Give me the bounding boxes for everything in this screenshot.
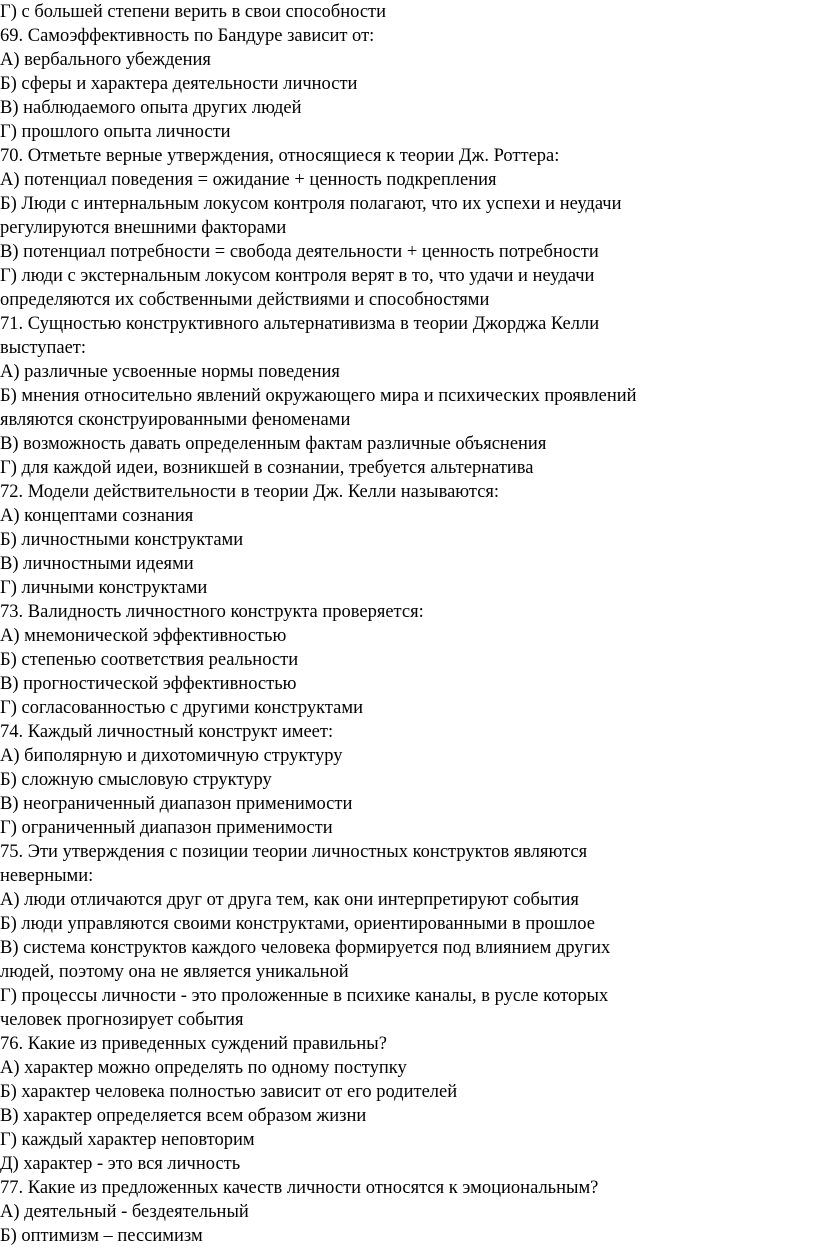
text-line: В) система конструктов каждого человека формируется под влиянием других [0,938,611,958]
text-line: Г) личными конструктами [0,578,208,598]
text-line: Г) с большей степени верить в свои способности [0,2,387,22]
text-line: А) характер можно определять по одному поступку [0,1058,407,1078]
text-line: А) концептами сознания [0,506,194,526]
text-line: являются сконструированными феноменами [0,410,351,430]
text-line: А) мнемонической эффективностью [0,626,287,646]
text-line: В) наблюдаемого опыта других людей [0,98,302,118]
text-line: А) вербального убеждения [0,50,211,70]
text-line: Г) процессы личности - это проложенные в психике каналы, в русле которых [0,986,609,1006]
text-line: 71. Сущностью конструктивного альтернативизма в теории Джорджа Келли [0,314,600,334]
text-line: В) потенциал потребности = свобода деятельности + ценность потребности [0,242,599,262]
text-line: В) неограниченный диапазон применимости [0,794,353,814]
text-line: Б) степенью соответствия реальности [0,650,299,670]
text-line: 73. Валидность личностного конструкта проверяется: [0,602,424,622]
text-line: 76. Какие из приведенных суждений правильны? [0,1034,387,1054]
text-line: Г) каждый характер неповторим [0,1130,255,1150]
text-line: 77. Какие из предложенных качеств личности относятся к эмоциональным? [0,1178,599,1198]
text-line: В) возможность давать определенным фактам различные объяснения [0,434,547,454]
text-line: Г) ограниченный диапазон применимости [0,818,333,838]
text-line: А) потенциал поведения = ожидание + ценность подкрепления [0,170,497,190]
text-line: 74. Каждый личностный конструкт имеет: [0,722,334,742]
text-line: Г) для каждой идеи, возникшей в сознании, требуется альтернатива [0,458,534,478]
text-line: Г) люди с экстернальным локусом контроля верят в то, что удачи и неудачи [0,266,595,286]
text-line: А) люди отличаются друг от друга тем, как они интерпретируют события [0,890,579,910]
text-line: регулируются внешними факторами [0,218,287,238]
text-line: определяются их собственными действиями и способностями [0,290,490,310]
text-line: В) личностными идеями [0,554,194,574]
text-line: 70. Отметьте верные утверждения, относящиеся к теории Дж. Роттера: [0,146,560,166]
text-line: Б) оптимизм – пессимизм [0,1226,203,1246]
text-line: выступает: [0,338,87,358]
text-line: Д) характер - это вся личность [0,1154,241,1174]
text-line: А) деятельный - бездеятельный [0,1202,249,1222]
text-line: человек прогнозирует события [0,1010,244,1030]
text-line: Б) мнения относительно явлений окружающего мира и психических проявлений [0,386,637,406]
text-line: людей, поэтому она не является уникальной [0,962,349,982]
text-line: 69. Самоэффективность по Бандуре зависит от: [0,26,375,46]
text-line: А) различные усвоенные нормы поведения [0,362,340,382]
text-line: Б) сложную смысловую структуру [0,770,272,790]
text-line: Б) люди управляются своими конструктами, ориентированными в прошлое [0,914,595,934]
text-line: 75. Эти утверждения с позиции теории личностных конструктов являются [0,842,588,862]
text-line: В) характер определяется всем образом жизни [0,1106,367,1126]
text-line: В) прогностической эффективностью [0,674,297,694]
text-line: Г) прошлого опыта личности [0,122,231,142]
text-line: Б) сферы и характера деятельности личности [0,74,358,94]
text-line: Г) согласованностью с другими конструктами [0,698,363,718]
text-line: А) биполярную и дихотомичную структуру [0,746,343,766]
text-line: Б) характер человека полностью зависит от его родителей [0,1082,458,1102]
text-line: Б) Люди с интернальным локусом контроля полагают, что их успехи и неудачи [0,194,622,214]
text-line: неверными: [0,866,94,886]
text-line: Б) личностными конструктами [0,530,244,550]
text-line: 72. Модели действительности в теории Дж. Келли называются: [0,482,500,502]
